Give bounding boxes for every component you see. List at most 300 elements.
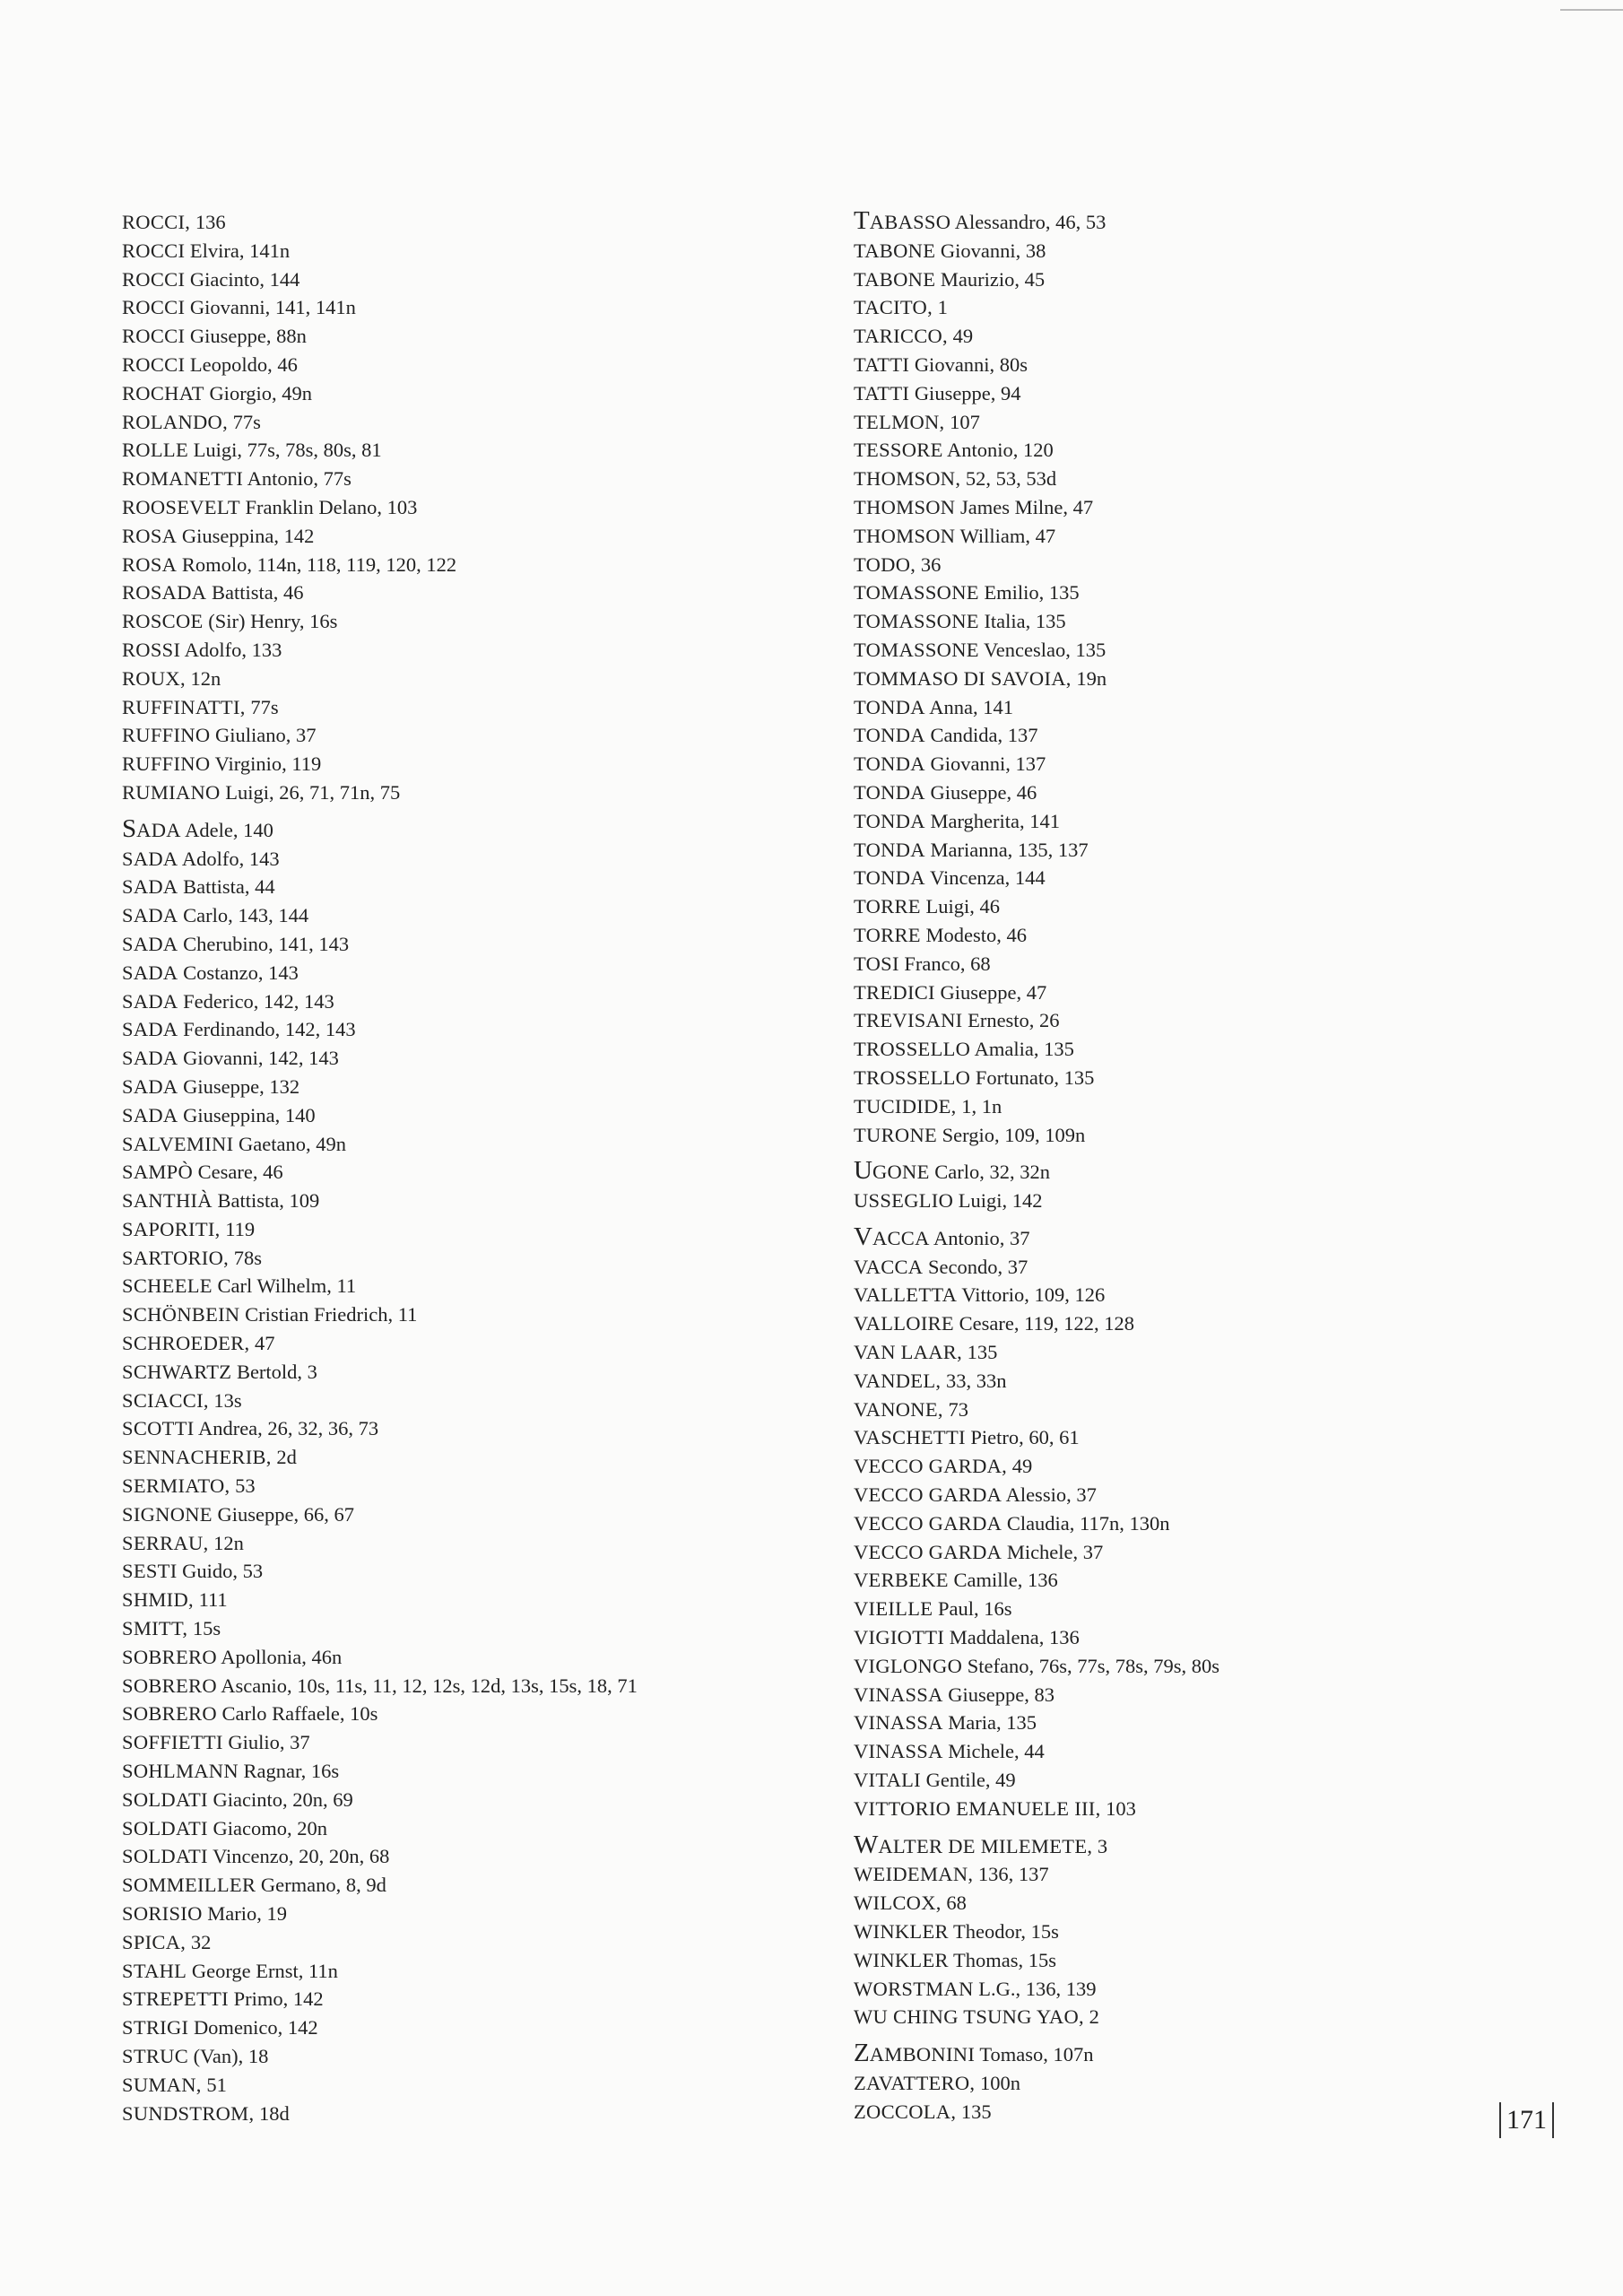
entry-given-name-and-pages: Guido, 53 [177,1560,264,1583]
entry-given-name-and-pages: Carlo, 32, 32n [929,1161,1051,1184]
index-entry [854,1092,1481,1121]
letter-group-gap [854,1215,1481,1224]
entry-surname: TONDA [854,780,925,804]
entry-surname: VACCA [854,1255,924,1278]
entry-given-name-and-pages: 119 [220,1217,256,1240]
index-entry [854,2069,1481,2098]
entry-surname: ROCCI [122,352,186,376]
entry-given-name-and-pages: Bertold, 3 [231,1360,317,1383]
entry-surname: STRUC [122,2045,189,2067]
entry-given-name-and-pages: Giuseppe, 46 [924,780,1037,804]
entry-given-name-and-pages: 73 [942,1397,968,1421]
entry-surname: SOBRERO [122,1702,217,1726]
entry-given-name-and-pages: Camille, 136 [948,1569,1058,1592]
index-entry [122,1900,803,1928]
index-entry [854,1309,1481,1338]
index-entry [122,750,803,778]
entry-surname: ROLANDO, [122,410,229,433]
entry-given-name-and-pages: Thomas, 15s [948,1948,1057,1971]
index-entry [854,1452,1481,1481]
entry-surname: SADA [122,1018,178,1041]
entry-given-name-and-pages: Giovanni, 141, 141n [185,296,356,319]
entry-surname: VALLETTA [854,1283,958,1307]
index-entry [854,721,1481,750]
entry-given-name-and-pages: Fortunato, 135 [970,1065,1095,1089]
index-column-left [122,208,803,2127]
entry-given-name-and-pages: William, 47 [955,524,1056,547]
entry-given-name-and-pages: Giovanni, 80s [909,352,1028,376]
entry-surname: VIEILLE [854,1597,933,1621]
entry-given-name-and-pages: Tomaso, 107n [975,2043,1094,2066]
index-entry [854,465,1481,493]
entry-surname: TORRE [854,895,921,918]
entry-given-name-and-pages: Maddalena, 136 [944,1626,1080,1649]
entry-given-name-and-pages: Costanzo, 143 [178,961,299,984]
index-entry [854,1681,1481,1709]
entry-given-name-and-pages: Giuseppe, 66, 67 [212,1502,354,1526]
entry-given-name-and-pages: Luigi, 46 [920,895,1000,918]
entry-given-name-and-pages: Luigi, 77s, 78s, 80s, 81 [188,439,382,462]
entry-given-name-and-pages: Leopoldo, 46 [185,352,298,376]
entry-given-name-and-pages: Giuseppina, 140 [178,1103,316,1126]
index-entry [854,1423,1481,1452]
index-entry [854,693,1481,722]
index-entry [854,750,1481,778]
entry-given-name-and-pages: 33, 33n [941,1369,1007,1392]
index-entry [122,1387,803,1415]
index-entry [854,436,1481,465]
entry-surname: SMITT, [122,1617,188,1640]
entry-given-name-and-pages: Pietro, 60, 61 [965,1426,1080,1449]
entry-surname: SERMIATO, [122,1474,230,1498]
entry-surname: ALTER DE MILEMETE, [878,1834,1093,1857]
index-entry [122,1101,803,1130]
entry-given-name-and-pages: Domenico, 142 [188,2016,318,2039]
letter-group-gap [854,1149,1481,1158]
entry-surname: SCIACCI, [122,1388,209,1412]
entry-given-name-and-pages: George Ernst, 11n [187,1959,338,1982]
index-entry [122,873,803,901]
index-entry [122,901,803,930]
index-entry [122,1643,803,1672]
entry-surname: ROMANETTI [122,467,244,491]
entry-surname: ROSA [122,552,178,576]
entry-surname: WEIDEMAN, [854,1863,974,1886]
entry-surname: TABONE [854,267,936,291]
entry-surname: SADA [122,1074,178,1098]
entry-given-name-and-pages: Giuliano, 37 [210,724,317,747]
entry-given-name-and-pages: (Van), 18 [188,2045,269,2067]
page-number: 171 [1499,2102,1554,2138]
entry-surname: WU CHING TSUNG YAO, [854,2005,1084,2029]
entry-given-name-and-pages: Giovanni, 142, 143 [178,1047,339,1070]
index-entry [122,1871,803,1900]
index-entry [122,1158,803,1187]
entry-surname: TROSSELLO [854,1038,971,1061]
index-entry [854,1035,1481,1064]
entry-surname: SPICA, [122,1930,187,1953]
index-entry [122,1244,803,1273]
index-entry [122,1500,803,1529]
index-entry [854,2098,1481,2126]
entry-surname: SANTHIÀ [122,1189,213,1213]
index-entry [854,1946,1481,1975]
entry-given-name-and-pages: 49 [947,325,974,348]
entry-surname: VECCO GARDA [854,1483,1002,1507]
entry-given-name-and-pages: Battista, 44 [178,875,275,899]
entry-given-name-and-pages: Secondo, 37 [923,1255,1028,1278]
entry-surname: TARICCO, [854,325,948,348]
entry-surname: TURONE [854,1123,938,1146]
entry-surname: THOMSON [854,495,956,518]
entry-surname: ACCA [872,1226,930,1249]
index-entry [122,237,803,265]
index-entry [854,265,1481,294]
index-entry [854,1538,1481,1567]
index-entry [854,1860,1481,1889]
index-entry [122,1786,803,1814]
entry-given-name-and-pages: 53 [230,1474,256,1498]
index-entry [122,1928,803,1957]
entry-surname: TOSI [854,952,899,975]
entry-given-name-and-pages: 47 [249,1332,275,1355]
index-entry [854,1158,1481,1187]
entry-surname: VITTORIO EMANUELE III, [854,1796,1101,1820]
index-entry [854,892,1481,921]
index-entry [122,379,803,408]
entry-given-name-and-pages: Michele, 44 [942,1740,1045,1763]
entry-given-name-and-pages: Margherita, 141 [924,809,1061,832]
entry-surname: SADA [122,1103,178,1126]
index-entry [854,237,1481,265]
letter-group [854,1224,1481,1823]
index-entry [854,2040,1481,2069]
index-entry [122,693,803,722]
index-entry [854,778,1481,807]
entry-given-name-and-pages: Carl Wilhelm, 11 [212,1274,357,1298]
entry-surname: ZAVATTERO, [854,2072,976,2094]
entry-surname: ROUX, [122,666,186,690]
index-entry [122,1329,803,1358]
index-entry [122,408,803,437]
entry-surname: WILCOX, [854,1892,942,1915]
entry-surname: ROCCI, [122,211,191,233]
entry-given-name-and-pages: Italia, 135 [978,610,1066,633]
index-entry [854,807,1481,836]
entry-surname: TORRE [854,923,921,946]
entry-surname: SCOTTI [122,1417,195,1440]
entry-surname: TOMASSONE [854,581,979,604]
entry-surname: ROCCI [122,325,186,348]
index-entry [854,322,1481,351]
entry-surname: TATTI [854,352,910,376]
index-entry [122,778,803,807]
entry-surname: USSEGLIO [854,1189,954,1213]
entry-surname: SADA [122,1047,178,1070]
index-entry [122,1358,803,1387]
entry-given-name-and-pages: Cesare, 46 [193,1161,283,1184]
entry-surname: TONDA [854,724,925,747]
index-entry [122,1728,803,1757]
entry-given-name-and-pages: Primo, 142 [228,1987,324,2011]
index-entry [122,1814,803,1843]
letter-group [122,813,803,2128]
entry-given-name-and-pages: Battista, 46 [206,581,304,604]
entry-surname: SALVEMINI [122,1132,234,1155]
index-entry [854,578,1481,607]
entry-given-name-and-pages: Stefano, 76s, 77s, 78s, 79s, 80s [962,1654,1220,1677]
entry-given-name-and-pages: 107 [944,410,980,433]
index-entry [122,1614,803,1643]
index-entry [854,1566,1481,1595]
entry-given-name-and-pages: Franco, 68 [898,952,991,975]
entry-given-name-and-pages: Adolfo, 133 [180,638,282,661]
index-entry [854,1367,1481,1396]
letter-group-gap [854,1823,1481,1832]
index-entry [122,1414,803,1443]
entry-initial-letter: S [122,813,137,843]
entry-given-name-and-pages: Michele, 37 [1002,1540,1104,1563]
entry-surname: SADA [122,961,178,984]
index-entry [122,1472,803,1500]
entry-initial-letter: V [854,1222,872,1251]
entry-given-name-and-pages: Giovanni, 137 [924,752,1046,776]
index-entry [122,1757,803,1786]
index-entry [122,1443,803,1472]
entry-surname: WINKLER [854,1920,949,1944]
letter-group [854,1158,1481,1215]
index-entry [122,607,803,636]
entry-surname: ROCHAT [122,381,204,404]
index-entry [122,208,803,237]
entry-surname: SIGNONE [122,1502,213,1526]
entry-surname: ADA [136,818,181,841]
entry-given-name-and-pages: Battista, 109 [212,1189,320,1213]
entry-surname: TONDA [854,809,925,832]
entry-surname: SADA [122,989,178,1013]
entry-given-name-and-pages: Gaetano, 49n [233,1132,346,1155]
entry-surname: VERBEKE [854,1569,949,1592]
index-entry [122,665,803,693]
entry-given-name-and-pages: Apollonia, 46n [216,1645,343,1668]
entry-surname: TOMASSONE [854,638,979,661]
entry-surname: SOFFIETTI [122,1731,223,1754]
letter-group [122,208,803,807]
entry-given-name-and-pages: 3 [1092,1834,1108,1857]
entry-surname: VITALI [854,1769,921,1792]
entry-surname: SADA [122,932,178,955]
index-entry [122,1130,803,1159]
index-entry [854,1064,1481,1092]
entry-given-name-and-pages: Vincenzo, 20, 20n, 68 [207,1845,390,1868]
index-entry [854,351,1481,379]
entry-surname: ROCCI [122,267,186,291]
entry-surname: VANDEL, [854,1369,942,1392]
entry-surname: RUFFINATTI, [122,695,246,718]
entry-surname: SCHÖNBEIN [122,1303,240,1326]
entry-surname: VIGLONGO [854,1654,963,1677]
entry-given-name-and-pages: Giorgio, 49n [204,381,313,404]
entry-given-name-and-pages: Giacinto, 144 [185,267,300,291]
index-entry [854,1121,1481,1150]
entry-given-name-and-pages: 19n [1071,666,1107,690]
entry-given-name-and-pages: 51 [201,2073,227,2096]
index-entry [122,1272,803,1300]
entry-surname: TABONE [854,239,936,262]
entry-given-name-and-pages: 135 [956,2100,992,2123]
entry-given-name-and-pages: Anna, 141 [924,695,1013,718]
index-entry [122,2042,803,2071]
index-entry [854,1396,1481,1424]
letter-group [854,1832,1481,2032]
entry-surname: VINASSA [854,1740,943,1763]
entry-surname: SARTORIO, [122,1246,230,1269]
index-entry [122,721,803,750]
entry-surname: SENNACHERIB, [122,1446,272,1469]
entry-surname: SUMAN, [122,2073,202,2096]
entry-given-name-and-pages: 136, 137 [973,1863,1049,1886]
entry-surname: SOHLMANN [122,1760,239,1783]
entry-given-name-and-pages: 77s [245,695,279,718]
index-entry [122,930,803,959]
letter-group [854,208,1481,1149]
index-entry [854,1281,1481,1309]
entry-surname: SOLDATI [122,1787,208,1811]
entry-surname: TELMON, [854,410,945,433]
entry-given-name-and-pages: Andrea, 26, 32, 36, 73 [194,1417,379,1440]
entry-surname: VINASSA [854,1683,943,1706]
index-entry [122,1529,803,1558]
entry-given-name-and-pages: Alessio, 37 [1002,1483,1097,1507]
entry-given-name-and-pages: 36 [916,552,942,576]
index-entry [122,1700,803,1728]
entry-given-name-and-pages: Romolo, 114n, 118, 119, 120, 122 [177,552,457,576]
entry-surname: ABASSO [869,211,951,233]
entry-given-name-and-pages: Giuseppina, 142 [177,524,315,547]
index-entry [854,2003,1481,2031]
entry-given-name-and-pages: Modesto, 46 [920,923,1027,946]
entry-surname: ROCCI [122,296,186,319]
index-entry [854,978,1481,1007]
entry-surname: STREPETTI [122,1987,229,2011]
index-entry [854,1481,1481,1509]
entry-surname: TONDA [854,695,925,718]
entry-given-name-and-pages: James Milne, 47 [955,495,1094,518]
entry-given-name-and-pages: L.G., 136, 139 [973,1977,1097,2000]
index-entry [122,1985,803,2013]
entry-surname: ROSSI [122,638,181,661]
index-entry [122,465,803,493]
entry-surname: RUMIANO [122,780,221,804]
entry-surname: VECCO GARDA, [854,1455,1008,1478]
index-entry [122,493,803,522]
entry-given-name-and-pages: Ferdinando, 142, 143 [178,1018,356,1041]
index-entry [854,1253,1481,1282]
entry-surname: SADA [122,875,178,899]
entry-given-name-and-pages: 13s [208,1388,242,1412]
entry-given-name-and-pages: 68 [941,1892,967,1915]
index-entry [122,265,803,294]
entry-surname: ZOCCOLA, [854,2100,957,2123]
entry-surname: ROSA [122,524,178,547]
index-entry [854,836,1481,865]
entry-given-name-and-pages: Cherubino, 141, 143 [178,932,350,955]
entry-given-name-and-pages: 1 [933,296,948,319]
index-entry [854,1737,1481,1766]
entry-given-name-and-pages: Luigi, 142 [953,1189,1043,1213]
entry-given-name-and-pages: Giuseppe, 47 [934,980,1047,1004]
entry-given-name-and-pages: 1, 1n [956,1094,1002,1118]
entry-given-name-and-pages: Ascanio, 10s, 11s, 11, 12, 12s, 12d, 13s, 15s, 18, 71 [216,1674,638,1697]
index-entry [122,2013,803,2042]
entry-given-name-and-pages: Federico, 142, 143 [178,989,334,1013]
index-entry [122,293,803,322]
entry-surname: TONDA [854,866,925,890]
index-entry [122,522,803,551]
entry-surname: SAMPÒ [122,1161,194,1184]
index-entry [122,1215,803,1244]
entry-surname: SERRAU, [122,1531,209,1554]
entry-given-name-and-pages: Antonio, 37 [929,1226,1030,1249]
entry-given-name-and-pages: Giuseppe, 88n [185,325,307,348]
entry-given-name-and-pages: Vincenza, 144 [924,866,1046,890]
index-entry [854,1709,1481,1737]
index-entry [854,864,1481,892]
entry-surname: TONDA [854,838,925,861]
entry-surname: WORSTMAN [854,1977,974,2000]
index-entry [854,1224,1481,1253]
entry-given-name-and-pages: Sergio, 109, 109n [937,1123,1086,1146]
index-entry [854,1509,1481,1538]
index-entry [122,322,803,351]
index-entry [122,813,803,845]
entry-given-name-and-pages: 18d [254,2101,290,2125]
entry-initial-letter: W [854,1830,879,1859]
index-entry [122,636,803,665]
index-entry [122,987,803,1016]
entry-surname: VANONE, [854,1397,943,1421]
entry-given-name-and-pages: 12n [185,666,221,690]
index-entry [854,636,1481,665]
index-column-right [854,208,1481,2126]
entry-given-name-and-pages: 12n [208,1531,244,1554]
entry-surname: TREDICI [854,980,935,1004]
index-entry [854,1795,1481,1823]
entry-surname: SOLDATI [122,1816,208,1839]
entry-surname: GONE [872,1161,930,1184]
index-entry [122,959,803,987]
entry-given-name-and-pages: 77s [228,410,261,433]
entry-surname: SCHROEDER, [122,1332,250,1355]
index-entry [854,1006,1481,1035]
index-entry [122,2071,803,2100]
entry-given-name-and-pages: 78s [229,1246,262,1269]
entry-given-name-and-pages: Adolfo, 143 [178,847,280,870]
entry-surname: TODO, [854,552,916,576]
index-entry [854,493,1481,522]
index-entry [122,436,803,465]
entry-initial-letter: T [854,206,870,235]
entry-given-name-and-pages: Antonio, 77s [243,467,352,491]
entry-given-name-and-pages: Theodor, 15s [948,1920,1059,1944]
index-entry [854,1623,1481,1652]
index-entry [854,522,1481,551]
entry-given-name-and-pages: Germano, 8, 9d [256,1874,386,1897]
index-entry [122,2100,803,2128]
entry-surname: SCHWARTZ [122,1360,232,1383]
entry-surname: STAHL [122,1959,187,1982]
entry-given-name-and-pages: Giuseppe, 83 [942,1683,1055,1706]
